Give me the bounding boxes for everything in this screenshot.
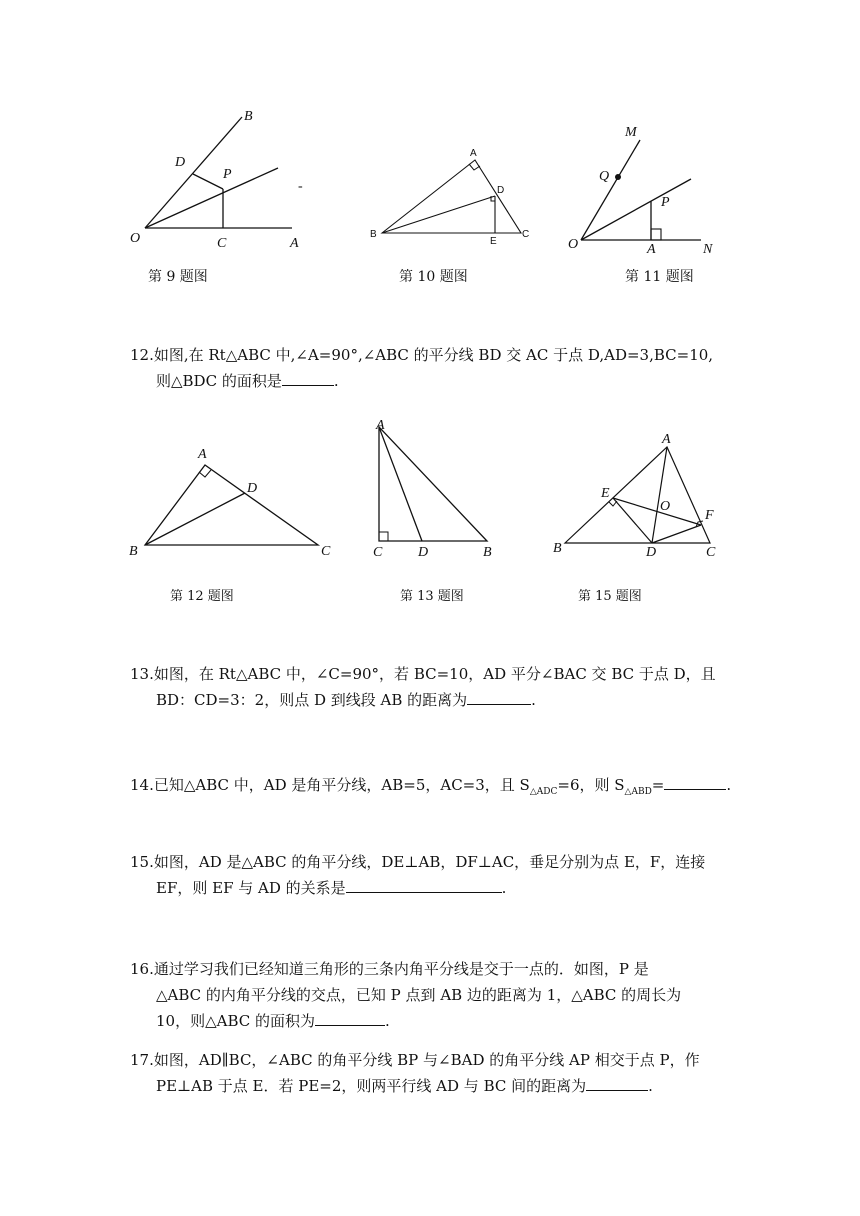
figure-12	[125, 440, 345, 565]
question-12-period: .	[333, 372, 339, 390]
fig10-label-D: D	[497, 185, 505, 196]
fig13-label-C: C	[373, 545, 383, 560]
fig15-label-B: B	[553, 541, 562, 556]
question-13-period: .	[531, 691, 536, 709]
question-17-line-1: 17.如图，AD∥BC，∠ABC 的角平分线 BP 与∠BAD 的角平分线 AP 相交于点 P，作	[130, 1051, 700, 1069]
question-15	[130, 849, 740, 901]
question-15-text: EF，则 EF 与 AD 的关系是	[156, 879, 346, 897]
fig11-label-P: P	[661, 195, 670, 210]
fig15-label-F: F	[705, 508, 714, 523]
question-12-text: 则△BDC 的面积是	[156, 372, 282, 390]
question-12	[130, 342, 740, 394]
question-16-line-1: 16.通过学习我们已经知道三角形的三条内角平分线是交于一点的．如图，P 是	[130, 960, 649, 978]
figure-10-diagram	[365, 140, 540, 255]
fig15-label-O: O	[660, 499, 671, 514]
question-14	[130, 772, 740, 805]
fig13-label-D: D	[418, 545, 429, 560]
figure-15-diagram	[545, 425, 735, 565]
fig9-label-D: D	[175, 155, 186, 170]
figure-13-diagram	[362, 415, 512, 565]
figure-10-caption: 第 10 题图	[399, 269, 468, 285]
question-14-text-mid: =6，则 S	[557, 776, 625, 794]
question-15-answer-blank[interactable]	[346, 876, 502, 893]
question-16-period: .	[385, 1012, 390, 1030]
question-17-period: .	[648, 1077, 653, 1095]
fig12-label-B: B	[129, 544, 138, 559]
fig15-label-E: E	[601, 486, 610, 501]
question-16-line-3	[130, 1008, 740, 1034]
question-15-line-1: 15.如图，AD 是△ABC 的角平分线，DE⊥AB，DF⊥AC，垂足分别为点 E，F，连接	[130, 853, 706, 871]
fig11-label-A: A	[647, 242, 656, 257]
figure-13	[362, 415, 512, 565]
question-14-subscript-abd: △ABD	[624, 787, 652, 797]
question-13-answer-blank[interactable]	[467, 688, 531, 705]
question-15-line-2	[130, 875, 740, 901]
figure-10	[365, 140, 540, 255]
fig9-label-A: A	[290, 236, 299, 251]
question-13-line-2	[130, 687, 740, 713]
fig12-label-A: A	[198, 447, 207, 462]
fig10-label-A: A	[470, 148, 477, 159]
figure-12-caption: 第 12 题图	[170, 589, 234, 604]
question-12-line-2	[130, 368, 740, 394]
question-13-line-1: 13.如图，在 Rt△ABC 中，∠C=90°，若 BC=10，AD 平分∠BAC 交 BC 于点 D，且	[130, 665, 716, 683]
fig9-label-B: B	[244, 109, 253, 124]
question-17-answer-blank[interactable]	[586, 1074, 648, 1091]
figure-11	[565, 118, 725, 258]
figure-11-diagram	[565, 118, 725, 258]
fig11-label-O: O	[568, 237, 579, 252]
fig10-label-E: E	[490, 236, 497, 247]
fig12-label-D: D	[247, 481, 258, 496]
fig9-label-dash: -	[298, 179, 303, 194]
figure-12-diagram	[125, 440, 345, 565]
question-16	[130, 956, 740, 1034]
fig15-label-D: D	[646, 545, 657, 560]
fig10-label-B: B	[370, 229, 377, 240]
question-16-text: 10，则△ABC 的面积为	[156, 1012, 316, 1030]
question-14-line-1	[130, 772, 740, 805]
figure-15	[545, 425, 735, 565]
figure-15-caption: 第 15 题图	[578, 589, 642, 604]
figure-11-caption: 第 11 题图	[625, 269, 694, 285]
figure-9-caption: 第 9 题图	[148, 269, 208, 285]
fig12-label-C: C	[321, 544, 331, 559]
fig13-label-B: B	[483, 545, 492, 560]
question-14-answer-blank[interactable]	[664, 773, 726, 790]
question-15-period: .	[501, 879, 507, 897]
question-17	[130, 1047, 740, 1099]
question-16-answer-blank[interactable]	[315, 1009, 385, 1026]
fig11-label-Q: Q	[599, 169, 610, 184]
question-12-line-1: 12.如图,在 Rt△ABC 中,∠A=90°,∠ABC 的平分线 BD 交 AC 于点 D,AD=3,BC=10,	[130, 346, 714, 364]
figure-13-caption: 第 13 题图	[400, 589, 464, 604]
fig15-label-C: C	[706, 545, 716, 560]
fig11-label-N: N	[703, 242, 713, 257]
question-17-text: PE⊥AB 于点 E．若 PE=2，则两平行线 AD 与 BC 间的距离为	[156, 1077, 587, 1095]
question-13-text: BD：CD=3：2，则点 D 到线段 AB 的距离为	[156, 691, 468, 709]
fig10-label-C: C	[522, 229, 530, 240]
question-17-line-2	[130, 1073, 740, 1099]
question-14-subscript-adc: △ADC	[529, 787, 558, 797]
fig9-label-P: P	[223, 167, 232, 182]
fig15-label-A: A	[662, 432, 671, 447]
fig11-label-M: M	[625, 125, 637, 140]
fig9-label-O: O	[130, 231, 141, 246]
question-13	[130, 661, 740, 713]
figure-9	[120, 100, 320, 260]
question-14-text-start: 14.已知△ABC 中，AD 是角平分线，AB=5，AC=3，且 S	[130, 776, 530, 794]
question-14-equals: =	[651, 776, 665, 794]
fig9-label-C: C	[217, 236, 227, 251]
question-12-answer-blank[interactable]	[282, 369, 334, 386]
question-14-period: .	[726, 776, 732, 794]
figure-9-diagram	[120, 100, 320, 260]
fig13-label-A: A	[376, 418, 385, 433]
question-16-line-2: △ABC 的内角平分线的交点，已知 P 点到 AB 边的距离为 1，△ABC 的周长为	[156, 986, 682, 1004]
